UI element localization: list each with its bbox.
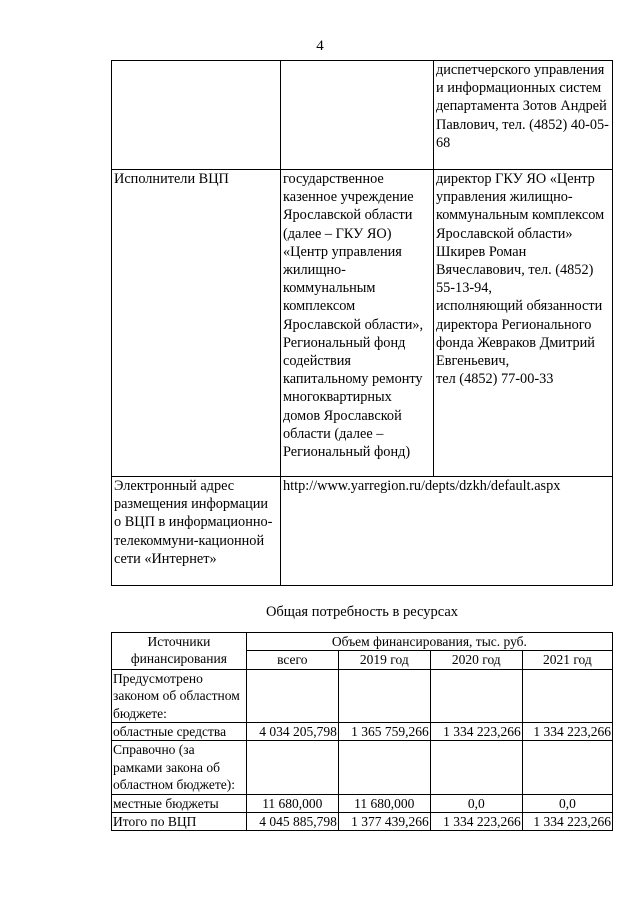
table-row <box>112 794 613 812</box>
passport-label-cell: Электронный адрес размещения информации о ВЦП в информационно-телекоммуни-кационной сети «Интернет» <box>112 477 281 586</box>
cell-value <box>338 669 430 722</box>
cell-value: 1 334 223,266 <box>522 813 612 831</box>
passport-table <box>111 60 613 586</box>
table-row <box>112 723 613 741</box>
row-label: местные бюджеты <box>112 794 247 812</box>
cell-value <box>430 669 522 722</box>
passport-label-cell <box>112 61 281 170</box>
website-url: http://www.yarregion.ru/depts/dzkh/default.aspx <box>281 477 613 586</box>
row-label: Итого по ВЦП <box>112 813 247 831</box>
row-label: Справочно (за рамками закона об областном бюджете): <box>112 741 247 794</box>
column-header: 2021 год <box>522 651 612 669</box>
cell-value: 11 680,000 <box>246 794 338 812</box>
contact-line: исполняющий обязанности директора Регионального фонда Жевраков Дмитрий Евгеньевич, <box>436 298 603 370</box>
header-source: Источники финансирования <box>112 633 247 670</box>
table-row <box>112 813 613 831</box>
cell-value <box>522 669 612 722</box>
cell-value <box>522 741 612 794</box>
cell-value: 1 334 223,266 <box>522 723 612 741</box>
table-row <box>112 477 613 586</box>
cell-value: 4 034 205,798 <box>246 723 338 741</box>
passport-label-cell: Исполнители ВЦП <box>112 170 281 477</box>
column-header: всего <box>246 651 338 669</box>
passport-value-cell: государственное казенное учреждение Ярославской области (далее – ГКУ ЯО) «Центр управления жилищно-коммунальным комплексом Ярославской области», Региональный фонд содействия капитальному ремонту многоквартирных домов Ярославской области (далее – Региональный фонд) <box>281 170 434 477</box>
resources-table <box>111 632 613 831</box>
column-header: 2019 год <box>338 651 430 669</box>
row-label: областные средства <box>112 723 247 741</box>
table-row <box>112 61 613 170</box>
cell-value: 1 377 439,266 <box>338 813 430 831</box>
cell-value: 11 680,000 <box>338 794 430 812</box>
passport-contact-cell <box>434 170 613 477</box>
page-number: 4 <box>316 38 324 54</box>
cell-value: 0,0 <box>522 794 612 812</box>
cell-value <box>246 669 338 722</box>
passport-contact-cell: диспетчерского управления и информационных систем департамента Зотов Андрей Павлович, тел. (4852) 40-05-68 <box>434 61 613 170</box>
passport-value-cell <box>281 61 434 170</box>
header-volume: Объем финансирования, тыс. руб. <box>246 633 612 651</box>
contact-line: тел (4852) 77-00-33 <box>436 371 554 388</box>
resources-title: Общая потребность в ресурсах <box>265 604 459 620</box>
table-row <box>112 669 613 722</box>
cell-value: 1 334 223,266 <box>430 723 522 741</box>
cell-value <box>430 741 522 794</box>
cell-value: 1 334 223,266 <box>430 813 522 831</box>
cell-value: 4 045 885,798 <box>246 813 338 831</box>
cell-value <box>246 741 338 794</box>
cell-value: 0,0 <box>430 794 522 812</box>
table-row <box>112 741 613 794</box>
cell-value: 1 365 759,266 <box>338 723 430 741</box>
contact-line: директор ГКУ ЯО «Центр управления жилищно-коммунальным комплексом Ярославской области» Шкирев Роман Вячеславович, тел. (4852) 55-13-94, <box>436 171 605 297</box>
table-header-row <box>112 633 613 651</box>
table-row <box>112 170 613 477</box>
cell-value <box>338 741 430 794</box>
column-header: 2020 год <box>430 651 522 669</box>
row-label: Предусмотрено законом об областном бюджете: <box>112 669 247 722</box>
